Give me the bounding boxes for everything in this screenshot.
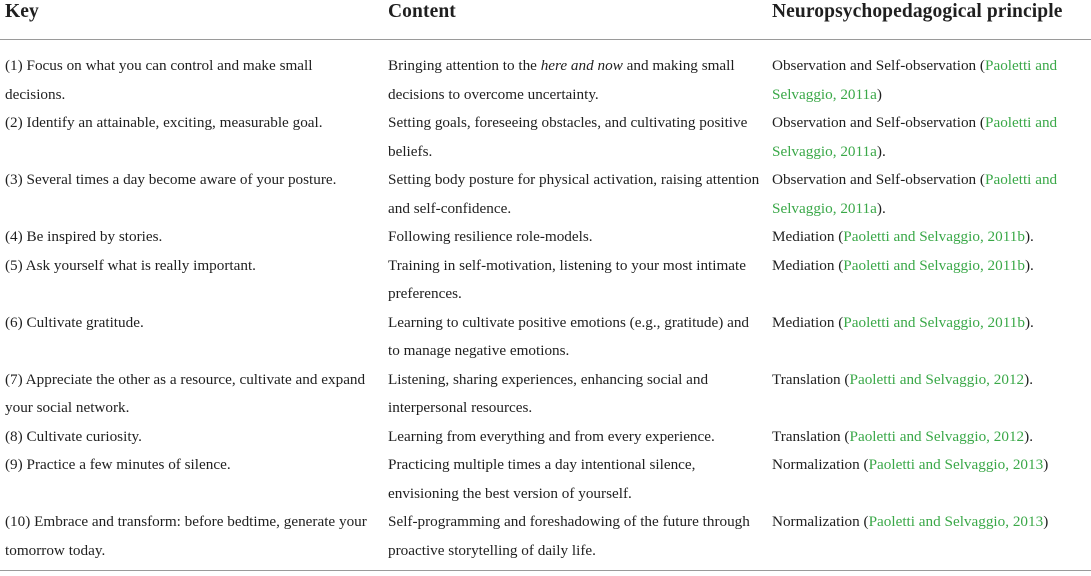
row-content: Listening, sharing experiences, enhancing social and interpersonal resources. xyxy=(388,370,709,416)
table-row xyxy=(0,166,1091,223)
table-row xyxy=(0,508,1091,565)
header-principle: Neuropsychopedagogical principle xyxy=(772,1,1063,22)
row-principle: Observation and Self-observation (Paoletti and Selvaggio, 2011a). xyxy=(772,114,1058,160)
row-principle: Mediation (Paoletti and Selvaggio, 2011b). xyxy=(772,228,1034,245)
citation-link[interactable]: Paoletti and Selvaggio, 2012 xyxy=(849,427,1025,445)
table-row xyxy=(0,451,1091,508)
row-key: (10) Embrace and transform: before bedtime, generate your tomorrow today. xyxy=(5,513,367,559)
citation-link[interactable]: Paoletti and Selvaggio, 2011a xyxy=(772,57,1058,103)
table-row xyxy=(0,366,1091,423)
row-content: Training in self-motivation, listening to your most intimate preferences. xyxy=(388,256,747,302)
row-principle: Normalization (Paoletti and Selvaggio, 2013) xyxy=(772,456,1049,473)
row-content: Bringing attention to the here and now and making small decisions to overcome uncertainty. xyxy=(388,57,735,103)
row-content: Learning to cultivate positive emotions (e.g., gratitude) and to manage negative emotions. xyxy=(388,313,750,359)
row-principle: Mediation (Paoletti and Selvaggio, 2011b). xyxy=(772,256,1034,274)
header-content: Content xyxy=(388,1,456,22)
row-content: Setting body posture for physical activation, raising attention and self-confidence. xyxy=(388,171,760,217)
table-row xyxy=(0,423,1091,452)
row-key: (3) Several times a day become aware of your posture. xyxy=(5,171,337,188)
citation-link[interactable]: Paoletti and Selvaggio, 2011a xyxy=(772,171,1058,217)
table-bottom-divider xyxy=(0,570,1091,571)
row-principle: Translation (Paoletti and Selvaggio, 2012). xyxy=(772,370,1033,388)
table-row xyxy=(0,52,1091,109)
row-key: (7) Appreciate the other as a resource, cultivate and expand your social network. xyxy=(5,370,366,416)
row-content: Self-programming and foreshadowing of the future through proactive storytelling of daily life. xyxy=(388,513,750,559)
row-key: (2) Identify an attainable, exciting, measurable goal. xyxy=(5,114,323,131)
row-principle: Normalization (Paoletti and Selvaggio, 2013) xyxy=(772,513,1049,530)
table-row xyxy=(0,223,1091,252)
citation-link[interactable]: Paoletti and Selvaggio, 2011b xyxy=(843,256,1025,274)
citation-link[interactable]: Paoletti and Selvaggio, 2013 xyxy=(868,456,1044,473)
table-row xyxy=(0,109,1091,166)
table-row xyxy=(0,309,1091,366)
row-principle: Observation and Self-observation (Paoletti and Selvaggio, 2011a). xyxy=(772,171,1058,217)
citation-link[interactable]: Paoletti and Selvaggio, 2011b xyxy=(843,228,1025,245)
citation-link[interactable]: Paoletti and Selvaggio, 2012 xyxy=(849,370,1025,388)
citation-link[interactable]: Paoletti and Selvaggio, 2011a xyxy=(772,114,1058,160)
emphasis-text: here and now xyxy=(540,57,623,74)
citation-link[interactable]: Paoletti and Selvaggio, 2013 xyxy=(868,513,1044,530)
row-principle: Observation and Self-observation (Paoletti and Selvaggio, 2011a) xyxy=(772,57,1058,103)
row-content: Learning from everything and from every experience. xyxy=(388,427,715,445)
row-content: Practicing multiple times a day intentional silence, envisioning the best version of yourself. xyxy=(388,456,696,502)
header-key: Key xyxy=(5,1,39,22)
row-content: Setting goals, foreseeing obstacles, and cultivating positive beliefs. xyxy=(388,114,748,160)
row-key: (1) Focus on what you can control and make small decisions. xyxy=(5,57,313,103)
table-row xyxy=(0,252,1091,309)
row-key: (9) Practice a few minutes of silence. xyxy=(5,456,231,473)
row-key: (4) Be inspired by stories. xyxy=(5,228,163,245)
table-body xyxy=(0,52,1091,565)
header-divider xyxy=(0,39,1091,40)
row-principle: Mediation (Paoletti and Selvaggio, 2011b). xyxy=(772,313,1034,331)
row-principle: Translation (Paoletti and Selvaggio, 2012). xyxy=(772,427,1033,445)
row-content: Following resilience role-models. xyxy=(388,228,593,245)
citation-link[interactable]: Paoletti and Selvaggio, 2011b xyxy=(843,313,1025,331)
row-key: (5) Ask yourself what is really important. xyxy=(5,256,256,274)
row-key: (6) Cultivate gratitude. xyxy=(5,313,144,331)
row-key: (8) Cultivate curiosity. xyxy=(5,427,142,445)
table-header xyxy=(0,0,1091,26)
